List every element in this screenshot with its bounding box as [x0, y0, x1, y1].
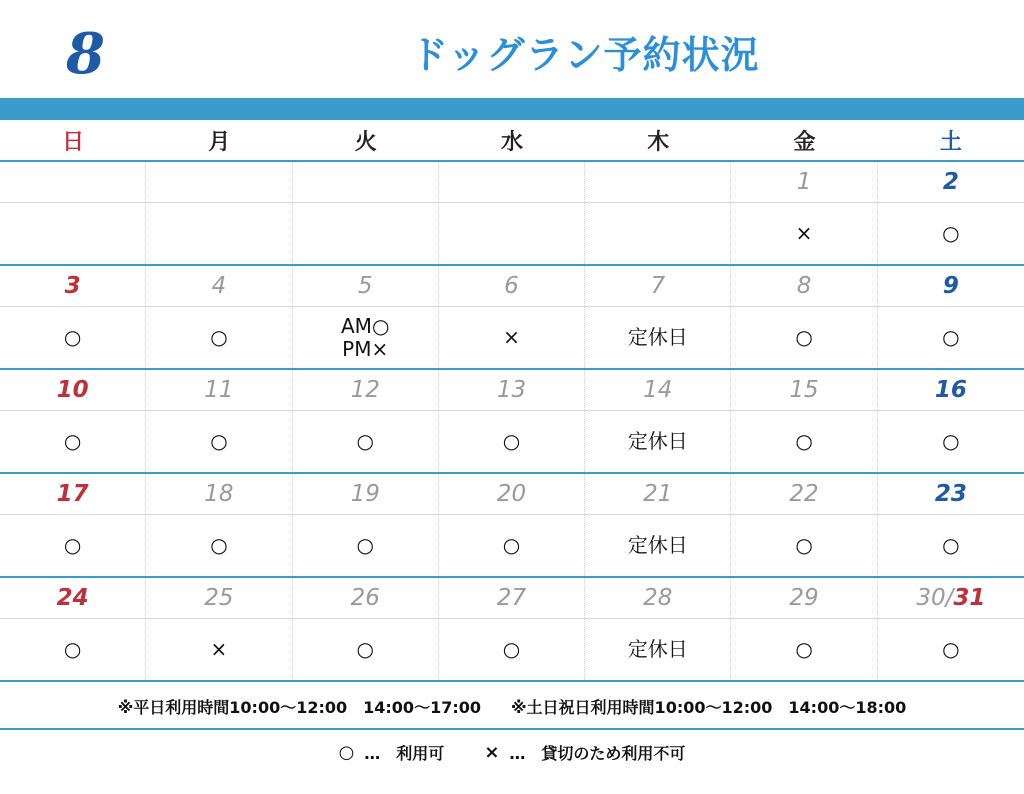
status-row: [0, 411, 1024, 472]
day-number: 13: [496, 377, 527, 403]
date-cell: [146, 162, 292, 202]
status-cell: [731, 411, 877, 472]
date-cell: [731, 266, 877, 306]
availability-status: ○: [795, 325, 813, 349]
date-cell: [585, 474, 731, 514]
date-cell: [293, 578, 439, 618]
status-cell: [585, 307, 731, 368]
date-row: [0, 474, 1024, 515]
weekday-friday: 金: [793, 129, 816, 155]
availability-status: 定休日: [627, 325, 688, 349]
weekday-tuesday: 火: [354, 129, 377, 155]
weekday-header-row: [0, 120, 1024, 162]
calendar-week: [0, 266, 1024, 370]
status-row: [0, 515, 1024, 576]
day-number: 15: [789, 377, 819, 403]
availability-status: ○: [942, 429, 960, 453]
page-title: ドッグラン予約状況: [410, 33, 760, 77]
date-cell: [146, 578, 292, 618]
status-cell: [293, 515, 439, 576]
day-number: 6: [504, 273, 519, 299]
availability-status: ○: [942, 325, 960, 349]
weekday-thursday: 木: [647, 129, 670, 155]
date-row: [0, 266, 1024, 307]
status-cell: [0, 203, 146, 264]
day-number: 30: [916, 585, 946, 611]
status-cell: [585, 203, 731, 264]
availability-status: 定休日: [627, 637, 688, 661]
status-cell: [146, 307, 292, 368]
status-cell: [293, 411, 439, 472]
status-cell: [878, 307, 1024, 368]
day-number: 2: [942, 169, 959, 195]
day-number: 28: [643, 585, 673, 611]
availability-status: ○: [795, 429, 813, 453]
date-cell: [293, 266, 439, 306]
date-cell: [585, 162, 731, 202]
status-cell: [0, 619, 146, 680]
availability-status: ○: [502, 429, 521, 453]
availability-status: 定休日: [627, 429, 688, 453]
legend-booked-label: … 貸切のため利用不可: [509, 743, 686, 763]
day-number: 26: [350, 585, 380, 611]
availability-status: ○: [210, 429, 228, 453]
top-band: [0, 98, 1024, 120]
date-cell: [878, 474, 1024, 514]
hours-row: [0, 684, 1024, 730]
month-number: 8: [66, 21, 105, 87]
date-cell: [293, 370, 439, 410]
status-cell: [293, 307, 439, 368]
status-cell: [293, 203, 439, 264]
date-row: [0, 578, 1024, 619]
day-number: 16: [934, 377, 967, 403]
day-number: 27: [496, 585, 527, 611]
availability-status: ○: [356, 533, 374, 557]
status-row: [0, 203, 1024, 264]
calendar-week: [0, 578, 1024, 682]
date-cell: [0, 578, 146, 618]
availability-status: ○: [795, 637, 813, 661]
status-cell: [731, 619, 877, 680]
date-row: [0, 370, 1024, 411]
day-number: 18: [204, 481, 234, 507]
day-number: 12: [350, 377, 380, 403]
date-cell: [0, 266, 146, 306]
legend-available-label: … 利用可: [364, 743, 445, 763]
status-cell: [146, 411, 292, 472]
status-cell: [146, 515, 292, 576]
status-cell: [146, 203, 292, 264]
status-cell: [0, 307, 146, 368]
cross-icon: ×: [484, 741, 500, 763]
status-cell: [585, 411, 731, 472]
status-cell: [439, 515, 585, 576]
status-cell: [585, 619, 731, 680]
availability-status: ○: [942, 221, 960, 245]
day-separator: /: [945, 585, 954, 611]
day-number: 4: [211, 273, 227, 299]
status-cell: [731, 203, 877, 264]
day-number: 19: [350, 481, 380, 507]
availability-status: 定休日: [627, 533, 688, 557]
circle-icon: ○: [338, 741, 355, 763]
weekday-wednesday: 水: [500, 129, 523, 155]
date-cell: [439, 266, 585, 306]
availability-status: ○: [210, 325, 228, 349]
availability-status: ○: [63, 533, 82, 557]
date-cell: [585, 578, 731, 618]
availability-status: ○: [63, 429, 82, 453]
date-cell: [439, 578, 585, 618]
status-cell: [0, 515, 146, 576]
calendar-week: [0, 370, 1024, 474]
status-cell: [731, 515, 877, 576]
date-cell: [731, 578, 877, 618]
date-cell: [731, 370, 877, 410]
availability-status: ○: [63, 325, 82, 349]
day-number: 11: [204, 377, 234, 403]
day-number: 17: [56, 481, 89, 507]
status-cell: [878, 203, 1024, 264]
date-cell: [585, 266, 731, 306]
date-cell: [878, 266, 1024, 306]
date-cell: [146, 266, 292, 306]
availability-status: ○: [356, 429, 374, 453]
day-number: 5: [357, 273, 373, 299]
weekday-saturday: 土: [939, 129, 962, 155]
status-row: [0, 307, 1024, 368]
status-cell: [439, 307, 585, 368]
day-number: 3: [64, 273, 81, 299]
date-cell: [0, 370, 146, 410]
status-cell: [146, 619, 292, 680]
day-number: 31: [953, 585, 986, 611]
date-cell: [0, 474, 146, 514]
status-cell: [878, 411, 1024, 472]
day-number: 23: [934, 481, 967, 507]
date-row: [0, 162, 1024, 203]
status-cell: [585, 515, 731, 576]
day-number: 25: [204, 585, 234, 611]
availability-status: ○: [795, 533, 813, 557]
status-cell: [439, 619, 585, 680]
date-cell: [439, 474, 585, 514]
availability-status: ○: [942, 533, 960, 557]
weekday-hours: ※平日利用時間10:00～12:00 14:00～17:00: [117, 697, 481, 717]
weekday-sunday: 日: [62, 129, 85, 155]
status-cell: [293, 619, 439, 680]
day-number: 24: [56, 585, 89, 611]
date-cell: [731, 474, 877, 514]
status-row: [0, 619, 1024, 680]
date-cell: [731, 162, 877, 202]
status-cell: [878, 515, 1024, 576]
availability-status: ×: [503, 325, 520, 349]
day-number: 9: [942, 273, 959, 299]
legend-booked: [484, 741, 685, 764]
date-cell: [878, 162, 1024, 202]
status-cell: [0, 411, 146, 472]
date-cell: [878, 578, 1024, 618]
date-cell: [439, 370, 585, 410]
holiday-hours: ※土日祝日利用時間10:00～12:00 14:00～18:00: [511, 697, 907, 717]
date-cell: [293, 162, 439, 202]
date-cell: [439, 162, 585, 202]
date-cell: [878, 370, 1024, 410]
status-cell: [731, 307, 877, 368]
status-cell: [878, 619, 1024, 680]
availability-status: ○: [63, 637, 82, 661]
availability-status: ×: [210, 637, 228, 661]
day-number: 29: [789, 585, 819, 611]
day-number: 22: [789, 481, 819, 507]
calendar-week: [0, 162, 1024, 266]
status-cell: [439, 411, 585, 472]
day-number: 10: [56, 377, 89, 403]
availability-status: ○: [356, 637, 374, 661]
availability-status: ○: [942, 637, 960, 661]
availability-status: ○: [210, 533, 228, 557]
day-number: 7: [650, 273, 666, 299]
day-number: 14: [643, 377, 673, 403]
day-number: 21: [643, 481, 673, 507]
day-number: 8: [796, 273, 812, 299]
availability-status: AM○ PM×: [341, 313, 390, 361]
date-cell: [146, 370, 292, 410]
status-cell: [439, 203, 585, 264]
date-cell: [146, 474, 292, 514]
date-cell: [293, 474, 439, 514]
calendar-week: [0, 474, 1024, 578]
availability-status: ○: [502, 637, 521, 661]
legend-available: [339, 741, 445, 764]
date-cell: [585, 370, 731, 410]
availability-status: ○: [502, 533, 521, 557]
weekday-monday: 月: [208, 129, 231, 155]
day-number: 20: [496, 481, 527, 507]
day-number: 1: [796, 169, 812, 195]
legend-row: [0, 732, 1024, 772]
availability-status: ×: [795, 221, 813, 245]
date-cell: [0, 162, 146, 202]
